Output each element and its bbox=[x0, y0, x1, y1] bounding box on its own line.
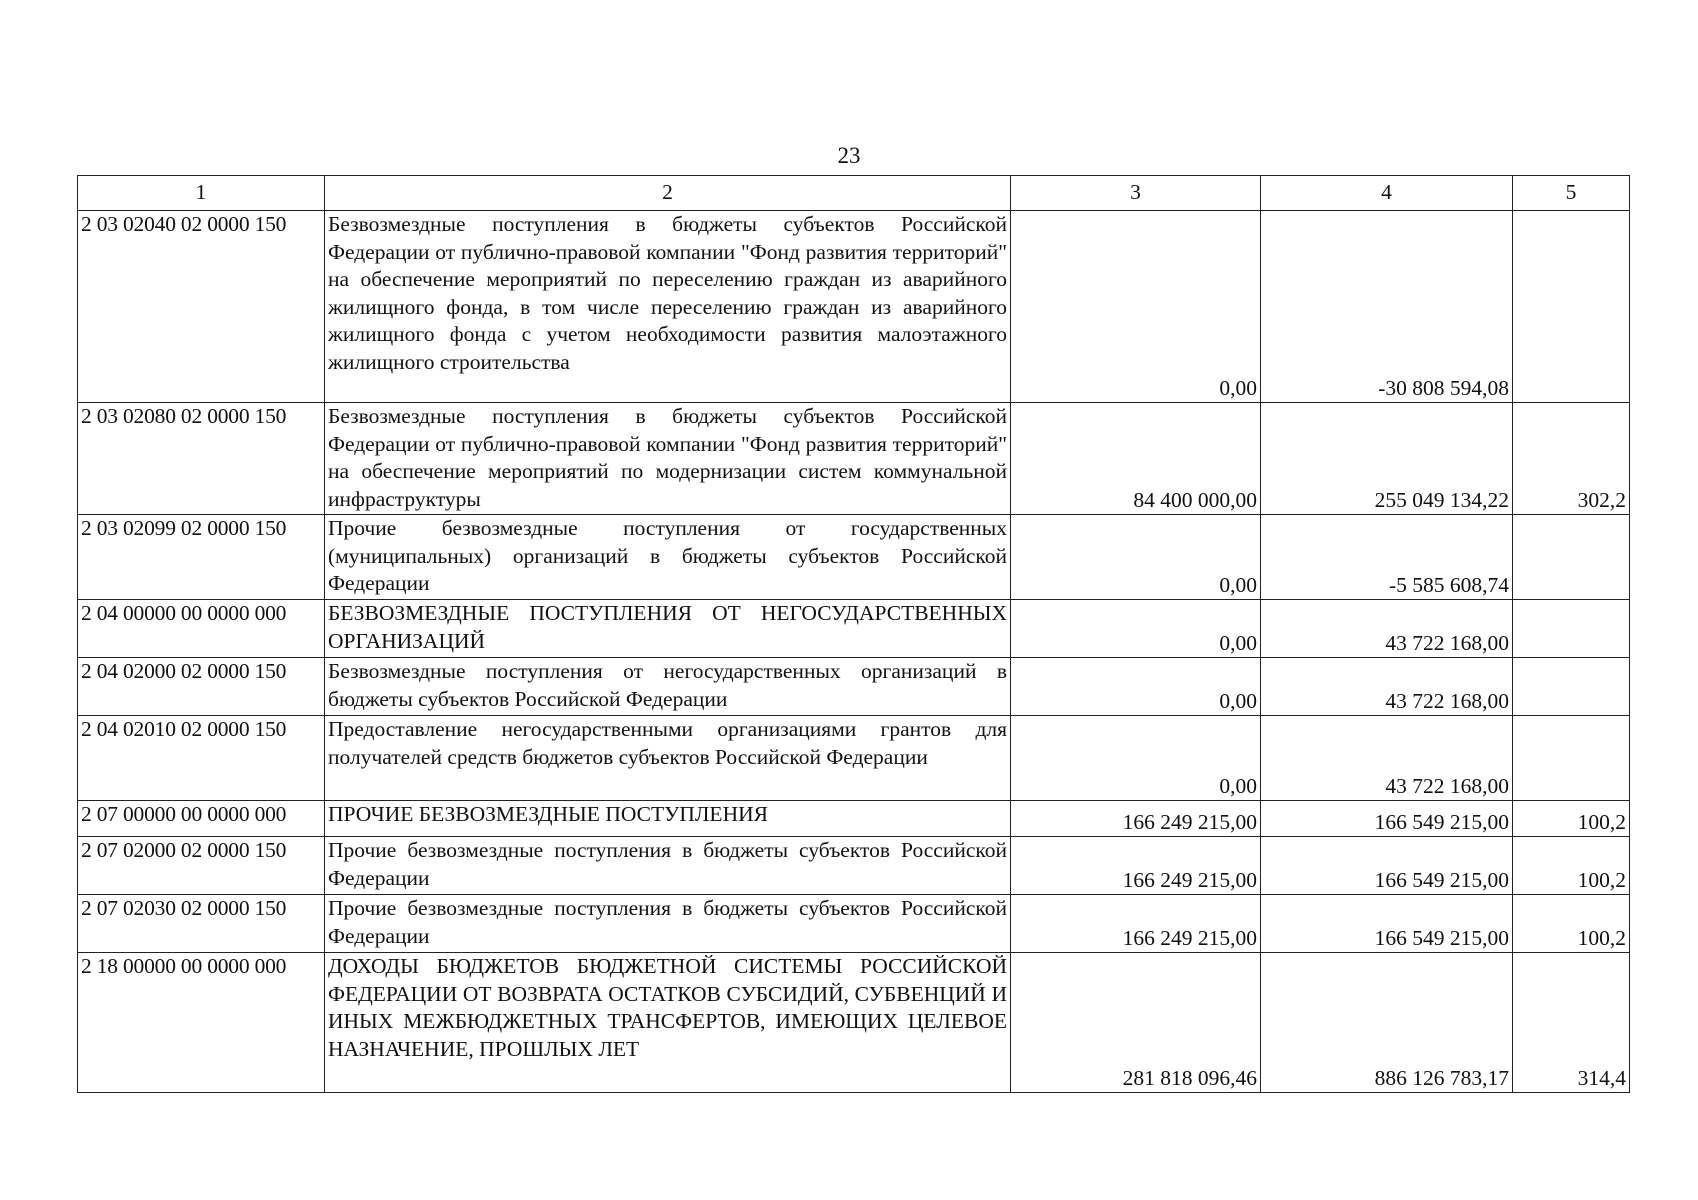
row-name: Прочие безвозмездные поступления в бюджеты субъектов Российской Федерации bbox=[325, 895, 1011, 953]
table-row bbox=[78, 953, 1630, 1093]
row-value-3: 166 249 215,00 bbox=[1011, 895, 1261, 953]
row-value-4: 43 722 168,00 bbox=[1261, 600, 1513, 658]
row-value-5 bbox=[1513, 600, 1630, 658]
row-value-3: 0,00 bbox=[1011, 600, 1261, 658]
row-value-3: 166 249 215,00 bbox=[1011, 801, 1261, 837]
header-row bbox=[78, 176, 1630, 211]
row-value-4: 43 722 168,00 bbox=[1261, 716, 1513, 801]
row-value-4: 43 722 168,00 bbox=[1261, 658, 1513, 716]
row-code: 2 03 02040 02 0000 150 bbox=[78, 211, 325, 403]
table-row bbox=[78, 716, 1630, 801]
row-value-5 bbox=[1513, 515, 1630, 600]
row-code: 2 07 02000 02 0000 150 bbox=[78, 837, 325, 895]
row-value-5 bbox=[1513, 658, 1630, 716]
header-col-2: 2 bbox=[325, 176, 1011, 211]
row-name: БЕЗВОЗМЕЗДНЫЕ ПОСТУПЛЕНИЯ ОТ НЕГОСУДАРСТВЕННЫХ ОРГАНИЗАЦИЙ bbox=[325, 600, 1011, 658]
budget-table bbox=[77, 175, 1630, 1093]
row-value-5: 100,2 bbox=[1513, 837, 1630, 895]
table-row bbox=[78, 658, 1630, 716]
row-value-5: 314,4 bbox=[1513, 953, 1630, 1093]
row-value-4: -5 585 608,74 bbox=[1261, 515, 1513, 600]
table-row bbox=[78, 403, 1630, 515]
row-value-4: -30 808 594,08 bbox=[1261, 211, 1513, 403]
row-value-4: 166 549 215,00 bbox=[1261, 837, 1513, 895]
table-row bbox=[78, 895, 1630, 953]
row-value-4: 886 126 783,17 bbox=[1261, 953, 1513, 1093]
table-row bbox=[78, 515, 1630, 600]
row-name: Предоставление негосударственными организациями грантов для получателей средств бюджетов субъектов Российской Федерации bbox=[325, 716, 1011, 801]
row-code: 2 04 00000 00 0000 000 bbox=[78, 600, 325, 658]
page-number: 23 bbox=[837, 143, 861, 168]
row-value-3: 281 818 096,46 bbox=[1011, 953, 1261, 1093]
row-code: 2 18 00000 00 0000 000 bbox=[78, 953, 325, 1093]
header-col-4: 4 bbox=[1261, 176, 1513, 211]
row-value-3: 84 400 000,00 bbox=[1011, 403, 1261, 515]
header-col-3: 3 bbox=[1011, 176, 1261, 211]
table-row bbox=[78, 801, 1630, 837]
row-value-3: 0,00 bbox=[1011, 211, 1261, 403]
row-name: ПРОЧИЕ БЕЗВОЗМЕЗДНЫЕ ПОСТУПЛЕНИЯ bbox=[325, 801, 1011, 837]
row-value-5: 100,2 bbox=[1513, 801, 1630, 837]
header-col-5: 5 bbox=[1513, 176, 1630, 211]
row-code: 2 03 02080 02 0000 150 bbox=[78, 403, 325, 515]
row-value-5: 100,2 bbox=[1513, 895, 1630, 953]
table-row bbox=[78, 211, 1630, 403]
row-name: ДОХОДЫ БЮДЖЕТОВ БЮДЖЕТНОЙ СИСТЕМЫ РОССИЙСКОЙ ФЕДЕРАЦИИ ОТ ВОЗВРАТА ОСТАТКОВ СУБСИДИЙ, СУБВЕНЦИЙ И ИНЫХ МЕЖБЮДЖЕТНЫХ ТРАНСФЕРТОВ, ИМЕЮЩИХ ЦЕЛЕВОЕ НАЗНАЧЕНИЕ, ПРОШЛЫХ ЛЕТ bbox=[325, 953, 1011, 1093]
row-name: Безвозмездные поступления в бюджеты субъектов Российской Федерации от публично-правовой компании "Фонд развития территорий" на обеспечение мероприятий по модернизации систем коммунальной инфраструктуры bbox=[325, 403, 1011, 515]
header-col-1: 1 bbox=[78, 176, 325, 211]
table-row bbox=[78, 837, 1630, 895]
row-value-4: 166 549 215,00 bbox=[1261, 801, 1513, 837]
row-code: 2 07 02030 02 0000 150 bbox=[78, 895, 325, 953]
row-code: 2 03 02099 02 0000 150 bbox=[78, 515, 325, 600]
row-value-3: 0,00 bbox=[1011, 716, 1261, 801]
row-value-3: 166 249 215,00 bbox=[1011, 837, 1261, 895]
table-row bbox=[78, 600, 1630, 658]
row-value-4: 255 049 134,22 bbox=[1261, 403, 1513, 515]
row-name: Безвозмездные поступления в бюджеты субъектов Российской Федерации от публично-правовой компании "Фонд развития территорий" на обеспечение мероприятий по переселению граждан из аварийного жилищного фонда, в том числе переселению граждан из аварийного жилищного фонда с учетом необходимости развития малоэтажного жилищного строительства bbox=[325, 211, 1011, 403]
row-value-3: 0,00 bbox=[1011, 658, 1261, 716]
row-code: 2 07 00000 00 0000 000 bbox=[78, 801, 325, 837]
row-name: Прочие безвозмездные поступления от государственных (муниципальных) организаций в бюджеты субъектов Российской Федерации bbox=[325, 515, 1011, 600]
row-code: 2 04 02000 02 0000 150 bbox=[78, 658, 325, 716]
row-name: Безвозмездные поступления от негосударственных организаций в бюджеты субъектов Российской Федерации bbox=[325, 658, 1011, 716]
row-code: 2 04 02010 02 0000 150 bbox=[78, 716, 325, 801]
row-value-4: 166 549 215,00 bbox=[1261, 895, 1513, 953]
row-value-5 bbox=[1513, 211, 1630, 403]
row-value-5 bbox=[1513, 716, 1630, 801]
row-value-5: 302,2 bbox=[1513, 403, 1630, 515]
row-value-3: 0,00 bbox=[1011, 515, 1261, 600]
row-name: Прочие безвозмездные поступления в бюджеты субъектов Российской Федерации bbox=[325, 837, 1011, 895]
